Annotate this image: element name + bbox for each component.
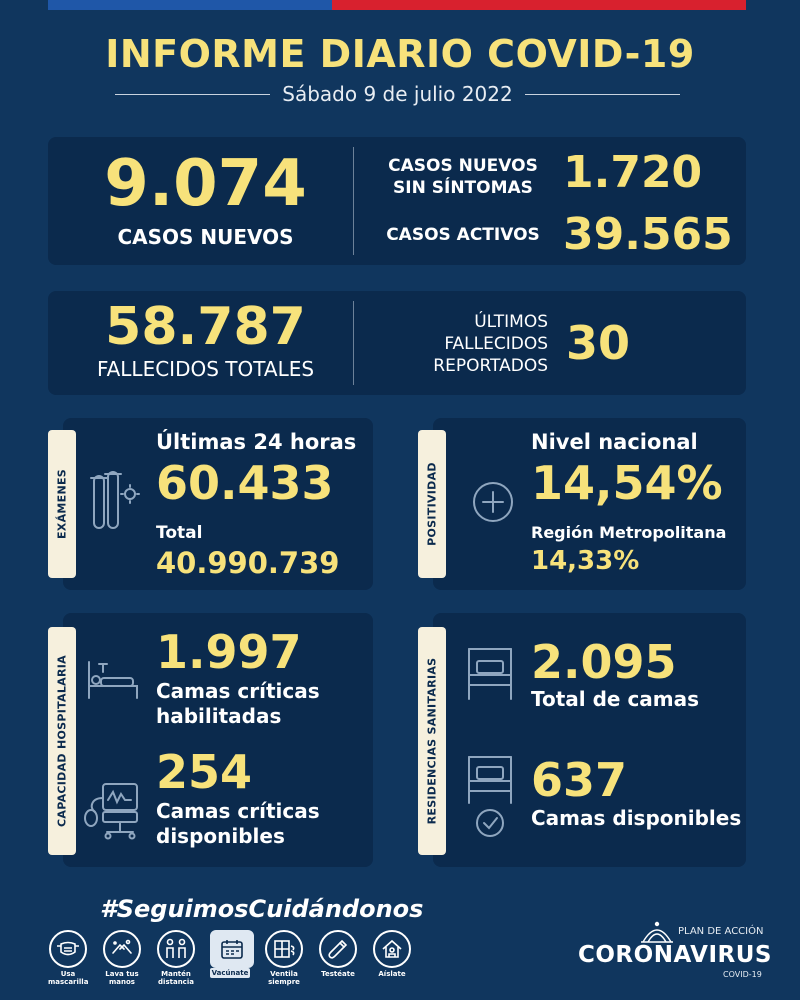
asymptomatic-label (373, 155, 553, 199)
national-positivity-value: 14,54% (531, 456, 723, 510)
care-label-ventilate: Ventila siempre (268, 970, 300, 986)
positivity-tag-text: POSITIVIDAD (425, 462, 439, 546)
care-item-ventilate (264, 930, 304, 986)
critical-beds-enabled-label-line2: habilitadas (156, 704, 282, 728)
hashtag: #SeguimosCuidándonos (100, 895, 424, 923)
residence-beds-total-value: 2.095 (531, 635, 677, 689)
rm-positivity-label: Región Metropolitana (531, 523, 727, 542)
asymptomatic-label-line1: CASOS NUEVOS (388, 156, 538, 176)
exams-tag-text: EXÁMENES (55, 468, 69, 540)
exams-tag (48, 430, 76, 578)
divider-right (525, 94, 680, 95)
care-label-mask: Usa mascarilla (48, 970, 89, 986)
care-item-isolate (372, 930, 412, 986)
ventilator-icon (81, 778, 143, 844)
recent-deaths-label-line3: REPORTADOS (433, 356, 548, 376)
exams-24h-label: Últimas 24 horas (156, 430, 357, 454)
care-icons-row (48, 930, 412, 986)
hospital-tag (48, 627, 76, 855)
exams-total-label: Total (156, 523, 203, 543)
care-item-distance (156, 930, 196, 986)
test-icon (319, 930, 357, 968)
asymptomatic-label-line2: SIN SÍNTOMAS (393, 178, 533, 198)
care-item-handwash (102, 930, 142, 986)
care-item-mask (48, 930, 88, 986)
bed-check-icon (463, 753, 517, 845)
recent-deaths-value: 30 (566, 316, 631, 370)
divider-left (115, 94, 270, 95)
hospital-bed-icon (83, 658, 143, 708)
asymptomatic-value: 1.720 (563, 147, 703, 198)
care-item-test (318, 930, 358, 986)
rm-positivity-value: 14,33% (531, 546, 640, 576)
care-label-vaccinate: Vacúnate (211, 969, 249, 977)
flag-bar-blue (48, 0, 332, 10)
critical-beds-enabled-label (156, 679, 320, 729)
recent-deaths-label-line2: FALLECIDOS (444, 334, 548, 354)
residences-panel (425, 613, 746, 867)
national-positivity-label: Nivel nacional (531, 430, 698, 454)
distance-icon (157, 930, 195, 968)
active-cases-label: CASOS ACTIVOS (386, 225, 540, 245)
new-cases-value: 9.074 (104, 147, 307, 221)
hospital-panel (55, 613, 373, 867)
exams-24h-value: 60.433 (156, 456, 334, 510)
critical-beds-enabled-value: 1.997 (156, 625, 302, 679)
date-row (115, 78, 680, 110)
flag-bar-red (332, 0, 746, 10)
critical-beds-available-label-line1: Camas críticas (156, 799, 320, 823)
active-cases-value: 39.565 (563, 209, 733, 260)
care-item-vaccinate (210, 930, 250, 986)
deaths-panel (48, 291, 746, 395)
recent-deaths-label-line1: ÚLTIMOS (474, 312, 548, 332)
critical-beds-available-value: 254 (156, 745, 253, 799)
critical-beds-available-label (156, 799, 320, 849)
cases-panel (48, 137, 746, 265)
plus-circle-icon (471, 480, 515, 524)
total-deaths-label: FALLECIDOS TOTALES (96, 357, 315, 381)
hospital-tag-text: CAPACIDAD HOSPITALARIA (55, 655, 69, 827)
care-label-distance: Mantén distancia (158, 970, 194, 986)
brand-plan-text: PLAN DE ACCIÓN (678, 926, 764, 937)
panel-divider (353, 301, 354, 385)
residences-tag (418, 627, 446, 855)
new-cases-label: CASOS NUEVOS (117, 225, 294, 249)
calendar-icon (210, 930, 254, 968)
residence-beds-available-value: 637 (531, 753, 628, 807)
exams-total-value: 40.990.739 (156, 546, 340, 580)
residence-beds-available-label: Camas disponibles (531, 806, 742, 830)
bed-icon (463, 645, 517, 707)
critical-beds-enabled-label-line1: Camas críticas (156, 679, 320, 703)
care-label-isolate: Aíslate (378, 970, 406, 978)
care-label-test: Testéate (321, 970, 355, 978)
house-icon (373, 930, 411, 968)
brand-sub-text: COVID-19 (723, 970, 762, 979)
residences-tag-text: RESIDENCIAS SANITARIAS (425, 657, 439, 825)
test-tube-icon (88, 468, 140, 538)
residence-beds-total-label: Total de camas (531, 687, 700, 711)
handwash-icon (103, 930, 141, 968)
critical-beds-available-label-line2: disponibles (156, 824, 285, 848)
panel-divider (353, 147, 354, 255)
report-title: INFORME DIARIO COVID-19 (105, 32, 695, 76)
positivity-panel (425, 418, 746, 590)
window-icon (265, 930, 303, 968)
mask-icon (49, 930, 87, 968)
total-deaths-value: 58.787 (105, 297, 306, 357)
exams-panel (55, 418, 373, 590)
brand-name-text: CORONAVIRUS (578, 942, 772, 968)
positivity-tag (418, 430, 446, 578)
care-label-handwash: Lava tus manos (105, 970, 139, 986)
recent-deaths-label (388, 311, 548, 377)
report-date: Sábado 9 de julio 2022 (282, 82, 513, 106)
